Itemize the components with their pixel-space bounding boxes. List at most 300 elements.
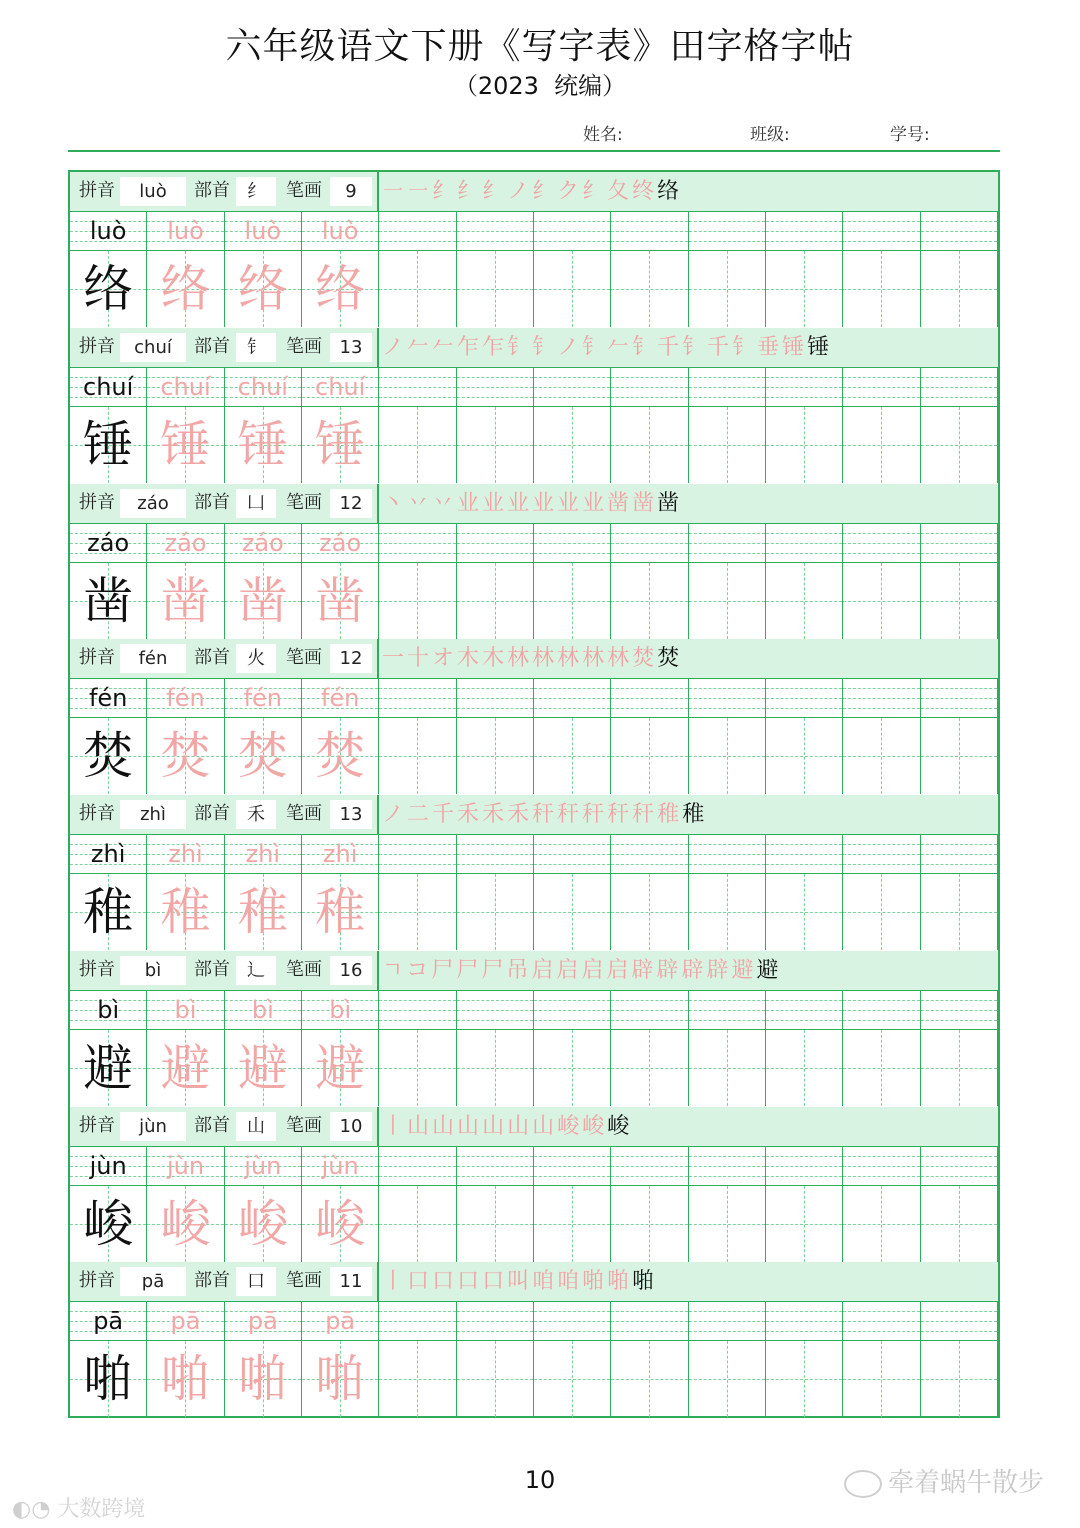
- character-blank-cell: [921, 718, 998, 794]
- stroke-step: 口: [482, 1269, 508, 1295]
- pinyin-blank-cell: [766, 835, 843, 873]
- watermark-left: [12, 1492, 145, 1523]
- class-field-label: 班级:: [750, 125, 790, 145]
- pinyin-trace-text: fén: [320, 684, 360, 713]
- character-blank-cell: [921, 1030, 998, 1106]
- pinyin-blank-cell: [766, 679, 843, 717]
- stroke-step: 口: [457, 1269, 483, 1295]
- character-model-cell: [70, 1186, 147, 1262]
- stroke-step: 口: [432, 1269, 458, 1295]
- character-model-cell: [70, 718, 147, 794]
- stroke-step: 林: [582, 646, 608, 672]
- character-model-glyph: 络: [83, 260, 134, 318]
- pinyin-label: 拼音: [79, 491, 115, 513]
- character-block: [70, 795, 998, 951]
- character-blank-cell: [534, 1186, 611, 1262]
- character-blank-cell: [379, 1186, 456, 1262]
- character-trace-cell: [147, 718, 224, 794]
- stroke-step: 纟夂: [582, 179, 633, 204]
- pinyin-trace-cell: [225, 991, 302, 1029]
- stroke-step: 启: [531, 957, 557, 983]
- pinyin-blank-cell: [843, 368, 920, 406]
- pinyin-trace-cell: [302, 212, 379, 250]
- pinyin-blank-cell: [689, 1147, 766, 1185]
- character-trace-cell: [225, 563, 302, 639]
- stroke-order-sequence: [382, 328, 832, 368]
- character-info-bar: [70, 328, 998, 368]
- pinyin-blank-cell: [534, 212, 611, 250]
- stroke-step: 业: [457, 490, 483, 516]
- pinyin-trace-text: pā: [170, 1307, 201, 1336]
- pinyin-label: 拼音: [79, 958, 115, 980]
- character-blank-cell: [766, 718, 843, 794]
- pinyin-label: 拼音: [79, 647, 115, 669]
- stroke-step: 丷: [407, 490, 433, 516]
- character-model-glyph: 峻: [83, 1194, 134, 1253]
- stroke-step: 木: [482, 646, 508, 672]
- worksheet-subtitle: （2023 统编）: [453, 72, 627, 100]
- character-blank-cell: [457, 407, 534, 483]
- pinyin-trace-cell: [225, 835, 302, 873]
- character-blank-cell: [611, 1030, 688, 1106]
- watermark-right: [844, 1462, 1044, 1499]
- stroke-step: 业: [582, 490, 608, 516]
- info-divider: [377, 172, 379, 212]
- character-practice-row: [70, 717, 998, 794]
- character-blank-cell: [766, 1186, 843, 1262]
- pinyin-practice-row: [70, 991, 998, 1029]
- pinyin-blank-cell: [843, 1302, 920, 1340]
- stroke-step: 口: [407, 1269, 433, 1295]
- character-trace-glyph: 峻: [315, 1194, 366, 1253]
- stroke-step: 焚: [632, 646, 658, 672]
- pinyin-model-cell: [70, 1147, 147, 1185]
- pinyin-trace-text: zhì: [168, 840, 203, 868]
- stroke-step: 吊: [506, 957, 532, 983]
- pinyin-blank-cell: [766, 524, 843, 562]
- pinyin-practice-row: [70, 835, 998, 873]
- stroke-step: 锤: [782, 334, 808, 360]
- stroke-step: 纟: [457, 179, 483, 204]
- character-model-cell: [70, 251, 147, 327]
- stroke-step: 山: [482, 1113, 508, 1139]
- pinyin-blank-cell: [766, 991, 843, 1029]
- stroke-step: 业: [532, 490, 558, 516]
- character-blank-cell: [457, 874, 534, 950]
- pinyin-blank-cell: [843, 835, 920, 873]
- character-trace-glyph: 峻: [160, 1194, 211, 1253]
- pinyin-trace-cell: [147, 368, 224, 406]
- pinyin-trace-cell: [302, 1147, 379, 1185]
- character-practice-row: [70, 250, 998, 327]
- pinyin-blank-cell: [379, 212, 456, 250]
- stroke-step: 钅𠂉: [582, 334, 633, 360]
- character-model-glyph: 避: [83, 1038, 134, 1097]
- character-trace-glyph: 稚: [315, 883, 366, 941]
- character-info-bar: [70, 484, 998, 524]
- pinyin-trace-cell: [147, 1147, 224, 1185]
- character-trace-cell: [225, 718, 302, 794]
- stroke-step: 辟: [681, 957, 707, 983]
- character-blank-cell: [843, 1341, 920, 1417]
- pinyin-blank-cell: [843, 212, 920, 250]
- character-trace-glyph: 稚: [160, 883, 211, 941]
- pinyin-trace-cell: [147, 1302, 224, 1340]
- radical-label: 部首: [194, 1270, 230, 1292]
- pinyin-model-text: chuí: [83, 372, 134, 401]
- stroke-step: 木: [457, 646, 483, 672]
- stroke-step: 秆: [582, 802, 608, 827]
- stroke-step: 林: [557, 646, 583, 672]
- pinyin-blank-cell: [921, 212, 998, 250]
- stroke-step: ㇐: [407, 179, 433, 204]
- pinyin-label: 拼音: [79, 803, 115, 824]
- pinyin-blank-cell: [689, 835, 766, 873]
- pinyin-model-text: jùn: [89, 1151, 127, 1180]
- info-divider: [377, 795, 379, 835]
- pinyin-blank-cell: [534, 524, 611, 562]
- pinyin-model-cell: [70, 368, 147, 406]
- character-trace-cell: [225, 1186, 302, 1262]
- page-number: 10: [524, 1466, 556, 1494]
- pinyin-blank-cell: [379, 1147, 456, 1185]
- character-trace-cell: [147, 407, 224, 483]
- stroke-order-sequence: [382, 1107, 632, 1147]
- stroke-step: 乍: [457, 334, 483, 360]
- pinyin-blank-cell: [689, 1302, 766, 1340]
- stroke-step: 峻: [607, 1113, 633, 1139]
- stroke-step: 钅: [507, 334, 533, 360]
- pinyin-value: jùn: [120, 1112, 186, 1141]
- character-trace-cell: [302, 1341, 379, 1417]
- stroke-step: 丷: [432, 490, 458, 516]
- character-blank-cell: [611, 1341, 688, 1417]
- character-trace-glyph: 峻: [237, 1194, 288, 1253]
- pinyin-trace-text: luò: [321, 217, 359, 245]
- character-practice-row: [70, 406, 998, 483]
- character-block: [70, 172, 998, 328]
- pinyin-blank-cell: [534, 991, 611, 1029]
- pinyin-trace-text: bì: [174, 995, 197, 1024]
- stroke-step: 山: [507, 1113, 533, 1139]
- radical-label: 部首: [194, 647, 230, 669]
- stroke-step: 凿: [657, 490, 683, 516]
- character-blank-cell: [689, 1186, 766, 1262]
- pinyin-model-text: bì: [97, 995, 120, 1024]
- character-blank-cell: [379, 1341, 456, 1417]
- character-trace-glyph: 啪: [315, 1350, 366, 1409]
- pinyin-trace-text: zhì: [322, 840, 358, 868]
- radical-value: 纟: [236, 177, 276, 206]
- pinyin-practice-row: [70, 679, 998, 717]
- pinyin-model-text: fén: [88, 684, 128, 713]
- stroke-count-value: 16: [330, 956, 372, 985]
- pinyin-trace-cell: [147, 835, 224, 873]
- pinyin-trace-cell: [225, 212, 302, 250]
- pinyin-trace-text: chuí: [315, 372, 366, 401]
- pinyin-blank-cell: [379, 991, 456, 1029]
- stroke-order-sequence: [382, 1262, 657, 1302]
- pinyin-practice-row: [70, 1302, 998, 1340]
- character-practice-row: [70, 1340, 998, 1417]
- character-trace-glyph: 络: [237, 260, 288, 318]
- pinyin-blank-cell: [457, 1302, 534, 1340]
- stroke-count-value: 10: [330, 1112, 372, 1141]
- character-info-bar: [70, 1262, 998, 1302]
- character-model-cell: [70, 1030, 147, 1106]
- pinyin-value: zhì: [120, 800, 186, 829]
- pinyin-blank-cell: [611, 1302, 688, 1340]
- pinyin-model-cell: [70, 524, 147, 562]
- stroke-step: 二: [407, 802, 433, 827]
- pinyin-blank-cell: [379, 1302, 456, 1340]
- pinyin-blank-cell: [921, 368, 998, 406]
- stroke-count-label: 笔画: [286, 491, 322, 513]
- pinyin-trace-cell: [302, 524, 379, 562]
- radical-value: 禾: [236, 800, 276, 829]
- character-trace-glyph: 络: [315, 260, 366, 318]
- character-blank-cell: [611, 1186, 688, 1262]
- stroke-step: 禾: [482, 802, 508, 827]
- character-blank-cell: [766, 407, 843, 483]
- stroke-step: 叫: [507, 1269, 533, 1295]
- stroke-count-label: 笔画: [286, 1270, 322, 1292]
- character-blank-cell: [379, 874, 456, 950]
- radical-label: 部首: [194, 491, 230, 513]
- stroke-count-value: 13: [330, 333, 372, 362]
- practice-grid: [68, 170, 1000, 1418]
- pinyin-trace-text: pā: [247, 1307, 278, 1336]
- pinyin-value: záo: [120, 489, 186, 518]
- pinyin-blank-cell: [766, 1147, 843, 1185]
- pinyin-value: fén: [120, 644, 186, 673]
- character-practice-row: [70, 873, 998, 950]
- pinyin-blank-cell: [921, 1147, 998, 1185]
- watermark-right-text: 牵着蜗牛散步: [887, 1468, 1044, 1498]
- character-info-bar: [70, 795, 998, 835]
- character-blank-cell: [843, 874, 920, 950]
- character-trace-glyph: 凿: [237, 571, 288, 630]
- character-trace-glyph: 锤: [315, 415, 366, 474]
- stroke-step: ㄱ: [382, 957, 407, 983]
- pinyin-blank-cell: [611, 991, 688, 1029]
- radical-label: 部首: [194, 803, 230, 824]
- character-model-cell: [70, 874, 147, 950]
- character-blank-cell: [611, 251, 688, 327]
- pinyin-trace-text: bì: [329, 995, 352, 1024]
- pinyin-trace-cell: [147, 212, 224, 250]
- character-trace-glyph: 锤: [160, 415, 211, 474]
- character-trace-glyph: 啪: [160, 1350, 211, 1409]
- character-blank-cell: [689, 718, 766, 794]
- stroke-step: 辟: [706, 957, 732, 983]
- stroke-step: ノ: [382, 334, 408, 360]
- pinyin-blank-cell: [611, 1147, 688, 1185]
- character-trace-cell: [302, 407, 379, 483]
- stroke-step: 钅千: [682, 334, 733, 360]
- character-practice-row: [70, 562, 998, 639]
- pinyin-trace-cell: [147, 679, 224, 717]
- pinyin-blank-cell: [611, 368, 688, 406]
- stroke-step: 十: [407, 646, 433, 672]
- pinyin-blank-cell: [611, 524, 688, 562]
- character-blank-cell: [457, 1341, 534, 1417]
- character-trace-cell: [147, 874, 224, 950]
- pinyin-trace-cell: [302, 991, 379, 1029]
- pinyin-practice-row: [70, 1147, 998, 1185]
- radical-label: 部首: [194, 958, 230, 980]
- pinyin-blank-cell: [379, 524, 456, 562]
- pinyin-trace-cell: [302, 679, 379, 717]
- pinyin-trace-text: jùn: [244, 1151, 282, 1180]
- stroke-step: 钅ノ: [532, 334, 583, 360]
- pinyin-blank-cell: [457, 212, 534, 250]
- character-block: [70, 639, 998, 795]
- character-blank-cell: [689, 251, 766, 327]
- character-blank-cell: [457, 1186, 534, 1262]
- pinyin-model-text: záo: [87, 528, 130, 557]
- pinyin-blank-cell: [534, 368, 611, 406]
- stroke-step: 凿: [632, 490, 658, 516]
- stroke-step: 锤: [807, 334, 833, 360]
- radical-label: 部首: [194, 335, 230, 357]
- stroke-step: 啪: [632, 1269, 658, 1295]
- character-blank-cell: [611, 874, 688, 950]
- character-blank-cell: [457, 251, 534, 327]
- pinyin-blank-cell: [457, 1147, 534, 1185]
- character-block: [70, 328, 998, 484]
- pinyin-model-cell: [70, 835, 147, 873]
- stroke-step: 林: [532, 646, 558, 672]
- pinyin-trace-cell: [302, 1302, 379, 1340]
- pinyin-blank-cell: [534, 1302, 611, 1340]
- pinyin-trace-text: zhì: [245, 840, 281, 868]
- character-blank-cell: [766, 874, 843, 950]
- character-trace-glyph: 焚: [315, 727, 366, 786]
- student-number-label: 学号:: [890, 125, 930, 145]
- character-blank-cell: [379, 251, 456, 327]
- pinyin-blank-cell: [843, 1147, 920, 1185]
- stroke-step: 凿: [607, 490, 633, 516]
- pinyin-blank-cell: [689, 991, 766, 1029]
- pinyin-value: luò: [120, 177, 186, 206]
- stroke-order-sequence: [382, 172, 682, 212]
- pinyin-label: 拼音: [79, 1114, 115, 1136]
- character-trace-cell: [147, 251, 224, 327]
- stroke-step: 丨: [382, 1269, 408, 1295]
- stroke-step: 避: [756, 957, 782, 983]
- character-info-bar: [70, 1107, 998, 1147]
- character-trace-glyph: 凿: [160, 571, 211, 630]
- character-model-cell: [70, 1341, 147, 1417]
- stroke-order-sequence: [382, 484, 682, 524]
- character-blank-cell: [611, 407, 688, 483]
- character-blank-cell: [766, 1030, 843, 1106]
- pinyin-trace-text: fén: [166, 684, 205, 713]
- stroke-step: 山: [407, 1113, 433, 1139]
- character-blank-cell: [766, 563, 843, 639]
- info-divider: [377, 639, 379, 679]
- character-practice-row: [70, 1029, 998, 1106]
- stroke-step: 林: [607, 646, 633, 672]
- pinyin-blank-cell: [457, 835, 534, 873]
- character-model-glyph: 锤: [83, 415, 134, 474]
- pinyin-practice-row: [70, 368, 998, 406]
- character-blank-cell: [921, 251, 998, 327]
- pinyin-blank-cell: [379, 679, 456, 717]
- character-trace-glyph: 避: [160, 1038, 211, 1097]
- pinyin-blank-cell: [766, 1302, 843, 1340]
- stroke-step: 咱: [557, 1269, 583, 1295]
- stroke-order-sequence: [382, 639, 682, 679]
- stroke-order-sequence: [382, 951, 782, 991]
- stroke-step: 纟ノ: [482, 179, 533, 204]
- pinyin-trace-cell: [225, 679, 302, 717]
- character-blank-cell: [689, 1341, 766, 1417]
- pinyin-label: 拼音: [79, 1270, 115, 1292]
- character-trace-glyph: 锤: [237, 415, 288, 474]
- stroke-count-value: 12: [330, 489, 372, 518]
- stroke-step: 秆: [557, 802, 583, 827]
- pinyin-value: chuí: [120, 333, 186, 362]
- character-trace-cell: [225, 874, 302, 950]
- info-divider: [377, 1107, 379, 1147]
- character-blank-cell: [611, 718, 688, 794]
- pinyin-blank-cell: [766, 368, 843, 406]
- character-trace-cell: [302, 251, 379, 327]
- stroke-step: ㇐: [382, 179, 408, 204]
- stroke-step: 尸: [481, 957, 507, 983]
- stroke-count-value: 9: [330, 177, 372, 206]
- character-blank-cell: [843, 563, 920, 639]
- pinyin-trace-cell: [302, 835, 379, 873]
- character-blank-cell: [534, 1030, 611, 1106]
- character-model-cell: [70, 407, 147, 483]
- stroke-step: 丶: [382, 490, 408, 516]
- character-trace-glyph: 凿: [315, 571, 366, 630]
- stroke-step: 纟ク: [532, 179, 583, 204]
- pinyin-blank-cell: [379, 368, 456, 406]
- pinyin-blank-cell: [921, 991, 998, 1029]
- stroke-step: 山: [457, 1113, 483, 1139]
- radical-value: 火: [236, 644, 276, 673]
- stroke-step: 稚: [682, 802, 708, 827]
- pinyin-trace-text: záo: [241, 528, 284, 557]
- character-blank-cell: [457, 563, 534, 639]
- stroke-step: 辟: [656, 957, 682, 983]
- pinyin-blank-cell: [766, 212, 843, 250]
- stroke-step: 尸: [456, 957, 482, 983]
- character-blank-cell: [379, 407, 456, 483]
- pinyin-model-cell: [70, 212, 147, 250]
- pinyin-trace-text: jùn: [321, 1151, 359, 1180]
- header-rule: [68, 150, 1000, 152]
- stroke-step: 千: [432, 802, 458, 827]
- stroke-step: ノ: [382, 802, 408, 827]
- character-trace-glyph: 啪: [237, 1350, 288, 1409]
- character-trace-glyph: 焚: [237, 727, 288, 786]
- pinyin-model-text: pā: [93, 1307, 124, 1336]
- pinyin-blank-cell: [921, 835, 998, 873]
- stroke-step: 避: [731, 957, 757, 983]
- pinyin-blank-cell: [611, 212, 688, 250]
- character-practice-row: [70, 1185, 998, 1262]
- character-blank-cell: [843, 251, 920, 327]
- pinyin-trace-text: chuí: [160, 372, 211, 401]
- character-blank-cell: [534, 407, 611, 483]
- pinyin-trace-text: pā: [325, 1307, 356, 1336]
- character-trace-cell: [302, 718, 379, 794]
